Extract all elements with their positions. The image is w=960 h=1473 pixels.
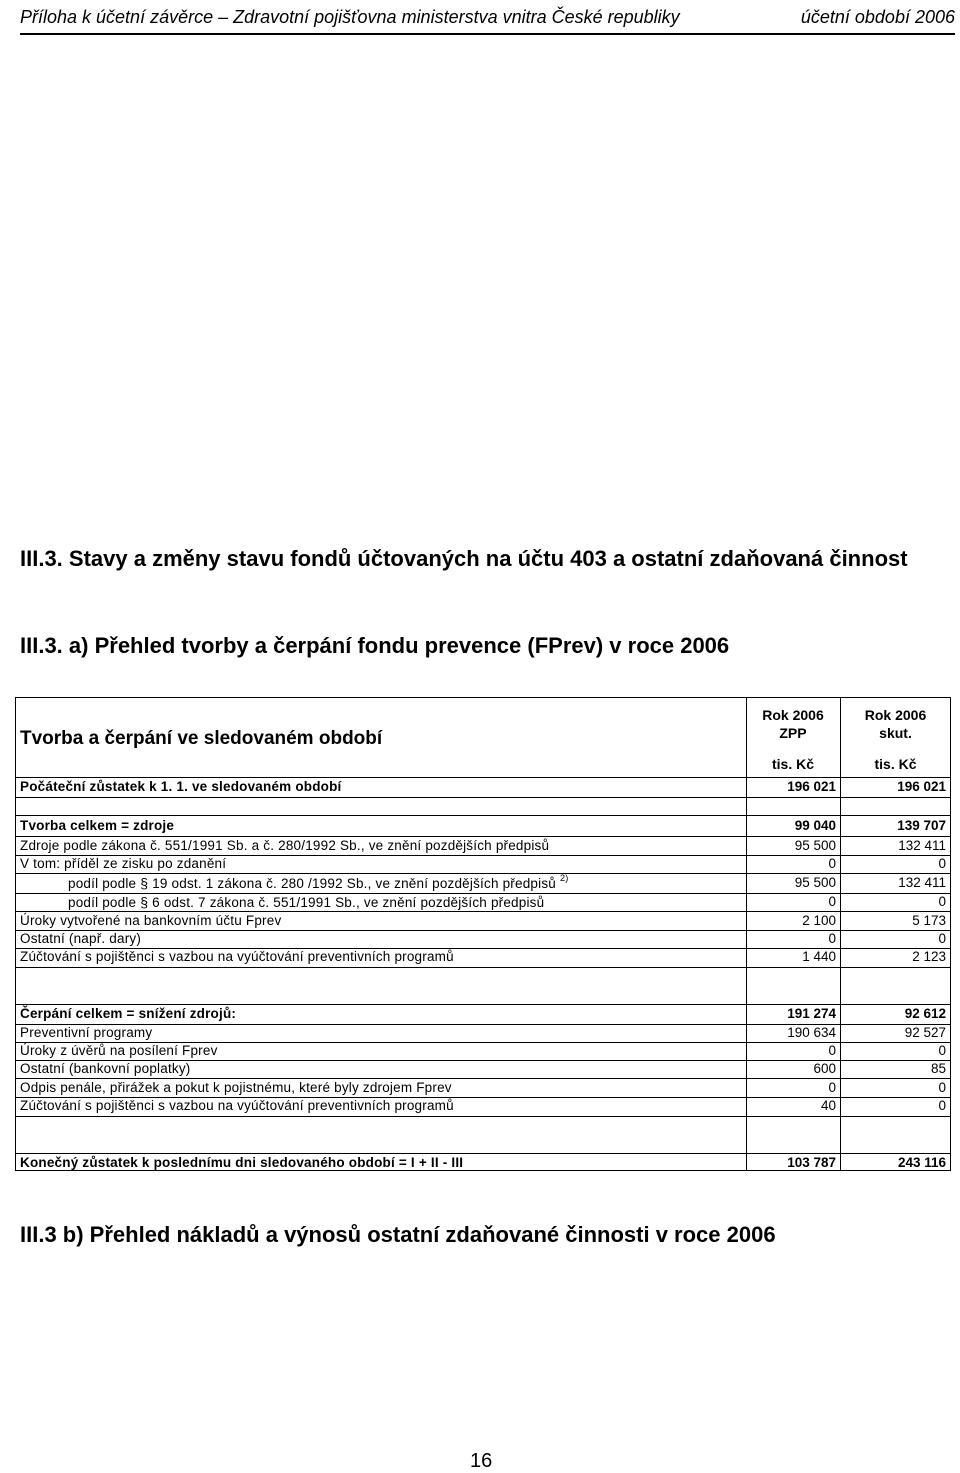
row-uroky-uver-zpp: 0 xyxy=(828,1043,836,1058)
row-tvorba-label: Tvorba celkem = zdroje xyxy=(20,818,175,833)
row-ostatni-dary-skut: 0 xyxy=(938,931,946,946)
footnote-marker: 2) xyxy=(559,873,569,883)
row-cerpani-skut: 92 612 xyxy=(904,1006,946,1021)
row-zuctovani-2-zpp: 40 xyxy=(820,1098,836,1113)
row-rule xyxy=(15,1153,951,1154)
row-zdroje-skut: 132 411 xyxy=(898,838,946,853)
row-rule xyxy=(15,873,951,874)
row-preventivni-skut: 92 527 xyxy=(904,1025,946,1040)
row-podil-6-prefix: podíl podle xyxy=(68,895,137,910)
row-podil-19-zpp: 95 500 xyxy=(794,875,836,890)
row-opening-balance-skut: 196 021 xyxy=(897,779,946,794)
row-bankovni-label: Ostatní (bankovní poplatky) xyxy=(20,1061,191,1076)
col2-header-line1: Rok 2006 xyxy=(864,707,927,723)
row-podil-6-text: 6 odst. 7 zákona č. 551/1991 Sb., ve znění pozdějších předpisů xyxy=(152,895,545,910)
row-rule xyxy=(15,1116,951,1117)
col2-header xyxy=(840,706,951,742)
row-podil-19-prefix: podíl podle xyxy=(68,876,137,891)
row-rule xyxy=(15,797,951,798)
row-zdroje-zpp: 95 500 xyxy=(794,838,836,853)
col1-header-line2: ZPP xyxy=(779,725,807,741)
row-podil-19-text: 19 odst. 1 zákona č. 280 /1992 Sb., ve znění pozdějších předpisů xyxy=(152,876,556,891)
row-podil-6-skut: 0 xyxy=(938,894,946,909)
row-zuctovani-2-skut: 0 xyxy=(938,1098,946,1113)
row-rule xyxy=(15,1004,951,1005)
col1-header-line1: Rok 2006 xyxy=(762,707,824,723)
row-opening-balance-zpp: 196 021 xyxy=(787,779,836,794)
row-cerpani-label: Čerpání celkem = snížení zdrojů: xyxy=(20,1006,237,1021)
row-podil-19-skut: 132 411 xyxy=(898,875,946,890)
page-header xyxy=(20,5,955,35)
row-cerpani-zpp: 191 274 xyxy=(787,1006,836,1021)
col1-unit: tis. Kč xyxy=(771,756,814,772)
row-rule xyxy=(15,911,951,912)
row-zuctovani-1-zpp: 1 440 xyxy=(802,949,836,964)
row-podil-19-label xyxy=(68,875,568,891)
row-podil-6-label xyxy=(68,894,544,910)
subsection-b-title: III.3 b) Přehled nákladů a výnosů ostatní zdaňované činnosti v roce 2006 xyxy=(20,1222,776,1247)
row-odpis-skut: 0 xyxy=(938,1080,946,1095)
row-uroky-skut: 5 173 xyxy=(912,913,946,928)
row-bankovni-zpp: 600 xyxy=(813,1061,836,1076)
row-preventivni-zpp: 190 634 xyxy=(787,1025,836,1040)
row-uroky-zpp: 2 100 xyxy=(802,913,836,928)
row-zdroje-label: Zdroje podle zákona č. 551/1991 Sb. a č. 280/1992 Sb., ve znění pozdějších předpisů xyxy=(20,838,550,853)
col2-unit: tis. Kč xyxy=(874,756,917,772)
col1-header xyxy=(746,706,840,742)
row-ostatni-dary-zpp: 0 xyxy=(828,931,836,946)
row-preventivni-label: Preventivní programy xyxy=(20,1025,153,1040)
row-odpis-label: Odpis penále, přirážek a pokut k pojistnému, které byly zdrojem Fprev xyxy=(20,1080,452,1095)
row-rule xyxy=(15,777,951,778)
row-uroky-uver-label: Úroky z úvěrů na posílení Fprev xyxy=(20,1043,218,1058)
row-zuctovani-2-label: Zúčtování s pojištěnci s vazbou na vyúčtování preventivních programů xyxy=(20,1098,454,1113)
row-closing-balance-skut: 243 116 xyxy=(897,1155,946,1170)
row-closing-balance-zpp: 103 787 xyxy=(787,1155,836,1170)
paragraph-icon: § xyxy=(140,875,149,891)
row-pridel-skut: 0 xyxy=(938,856,946,871)
table-title: Tvorba a čerpání ve sledovaném období xyxy=(20,728,383,749)
row-rule xyxy=(15,836,951,837)
paragraph-icon: § xyxy=(140,894,149,910)
section-title: III.3. Stavy a změny stavu fondů účtovaných na účtu 403 a ostatní zdaňovaná činnost xyxy=(20,546,908,571)
header-right-text: účetní období 2006 xyxy=(800,7,955,27)
row-pridel-label: V tom: příděl ze zisku po zdanění xyxy=(20,856,227,871)
row-pridel-zpp: 0 xyxy=(828,856,836,871)
row-opening-balance-label: Počáteční zůstatek k 1. 1. ve sledovaném období xyxy=(20,779,342,794)
row-zuctovani-1-label: Zúčtování s pojištěnci s vazbou na vyúčtování preventivních programů xyxy=(20,949,454,964)
row-bankovni-skut: 85 xyxy=(930,1061,946,1076)
row-rule xyxy=(15,815,951,816)
row-rule xyxy=(15,1078,951,1079)
row-ostatni-dary-label: Ostatní (např. dary) xyxy=(20,931,142,946)
row-closing-balance-label: Konečný zůstatek k poslednímu dni sledovaného období = I + II - III xyxy=(20,1155,464,1170)
row-podil-6-zpp: 0 xyxy=(828,894,836,909)
col2-header-line2: skut. xyxy=(879,725,912,741)
row-rule xyxy=(15,967,951,968)
row-uroky-label: Úroky vytvořené na bankovním účtu Fprev xyxy=(20,913,282,928)
row-odpis-zpp: 0 xyxy=(828,1080,836,1095)
row-uroky-uver-skut: 0 xyxy=(938,1043,946,1058)
row-tvorba-skut: 139 707 xyxy=(897,818,946,833)
subsection-a-title: III.3. a) Přehled tvorby a čerpání fondu prevence (FPrev) v roce 2006 xyxy=(20,633,730,658)
header-left-text: Příloha k účetní závěrce – Zdravotní pojišťovna ministerstva vnitra České republiky xyxy=(20,7,680,27)
page-number: 16 xyxy=(470,1450,493,1472)
row-tvorba-zpp: 99 040 xyxy=(794,818,836,833)
row-zuctovani-1-skut: 2 123 xyxy=(912,949,946,964)
